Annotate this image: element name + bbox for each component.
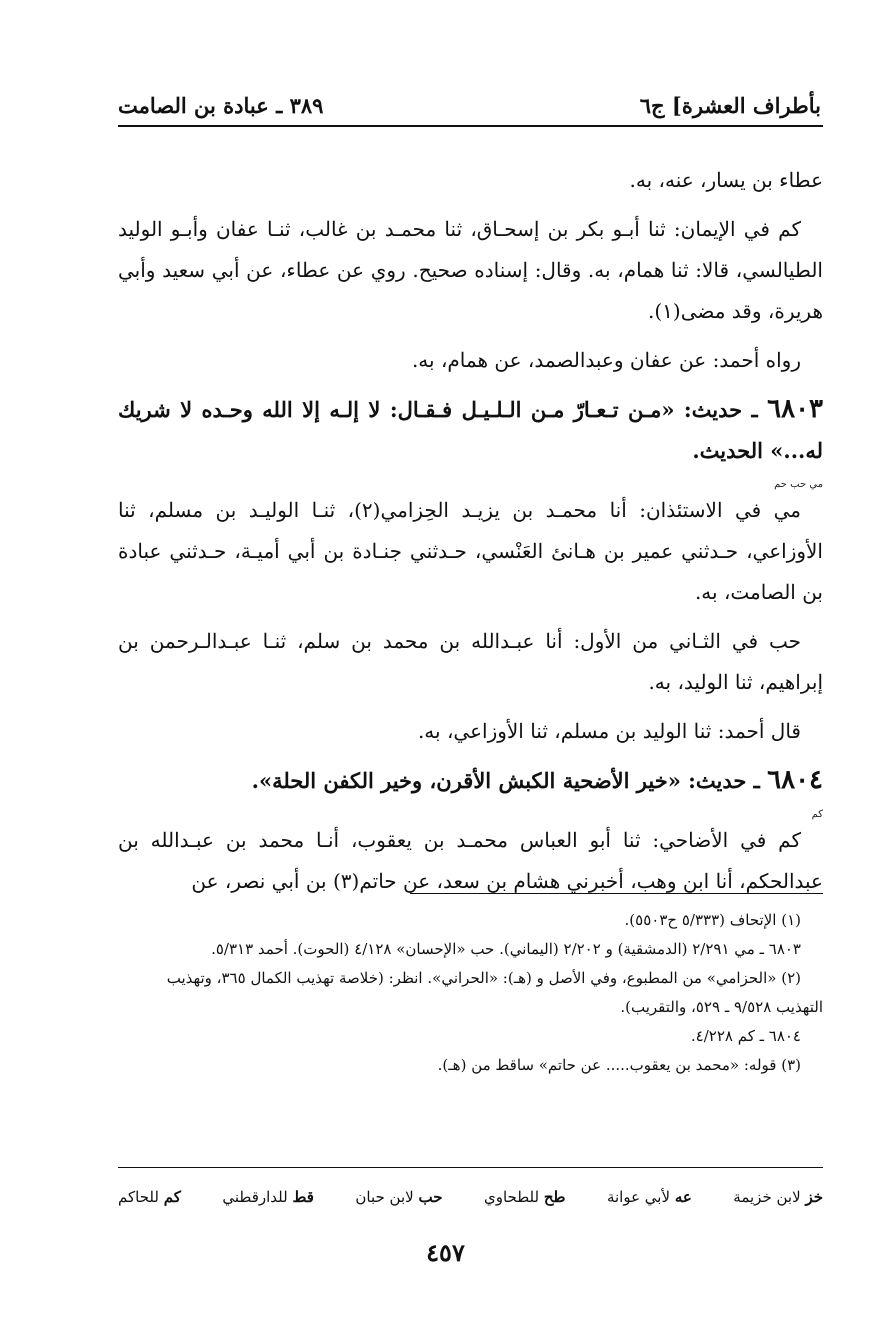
hadith-number: ٦٨٠٤ (767, 765, 823, 795)
header-rule (118, 125, 823, 127)
main-text (118, 160, 823, 910)
footnote: ٦٨٠٤ ـ كم ٤/٢٢٨. (690, 1027, 801, 1045)
paragraph: مي في الاستئذان: أنا محمـد بن يزيـد الحِزامي(٢)، ثنـا الوليـد بن مسلم، ثنا الأوزاعي، حـدثني عمير بن هـانئ العَنْسي، حـدثني جنـادة بن أبي أميـة، حـدثني عبادة بن الصامت، به. (118, 498, 823, 604)
margin-sigla: مي حب حم (774, 479, 823, 490)
paragraph: حب في الثـاني من الأول: أنا عبـدالله بن محمد بن سلم، ثنـا عبـدالـرحمن بن إبراهيم، ثنا الوليد، به. (118, 629, 823, 694)
abbreviation-item: كم للحاكم (118, 1188, 181, 1206)
hadith-number: ٦٨٠٣ (767, 394, 823, 424)
hadith-heading (118, 760, 823, 801)
header-volume-title: بأطراف العشرة] ج٦ (639, 93, 821, 118)
footnote: (٢) «الحزامي» من المطبوع، وفي الأصل و (هـ): «الحراني». انظر: (خلاصة تهذيب الكمال ٣٦٥، وتهذيب التهذيب ٩/٥٢٨ ـ ٥٢٩، والتقريب). (166, 969, 823, 1016)
margin-sigla: كم (811, 809, 823, 820)
paragraph: كم في الأضاحي: ثنا أبو العباس محمـد بن يعقوب، أنـا محمد بن عبـدالله بن عبدالحكم، أنا ابن وهب، أخبرني هشام بن سعد، عن حاتم(٣) بن أبي نصر، عن (118, 828, 823, 893)
header-chapter-title: ٣٨٩ ـ عبادة بن الصامت (118, 93, 324, 118)
abbreviation-item: خز لابن خزيمة (733, 1188, 823, 1206)
paragraph: كم في الإيمان: ثنا أبـو بكر بن إسحـاق، ثنا محمـد بن غالب، ثنـا عفان وأبـو الوليد الطيالسي، قالا: ثنا همام، به. وقال: إسناده صحيح. روي عن عطاء، عن أبي سعيد وأبي هريرة، وقد مضى(١). (118, 217, 823, 323)
abbreviation-item: طح للطحاوي (483, 1188, 566, 1206)
footnote: (٣) قوله: «محمد بن يعقوب..... عن حاتم» ساقط من (هـ). (437, 1056, 801, 1074)
abbreviation-item: عه لأبي عوانة (606, 1188, 692, 1206)
running-header (118, 74, 821, 118)
hadith-text: ـ حديث: «مـن تـعـارّ مـن الـلـيـل فـقـال: لا إلـه إلا الله وحـده لا شريك له...» الحديث. (118, 397, 823, 463)
abbreviation-item: حب لابن حبان (355, 1188, 443, 1206)
hadith-heading (118, 389, 823, 471)
paragraph: قال أحمد: ثنا الوليد بن مسلم، ثنا الأوزاعي، به. (417, 719, 801, 743)
abbreviation-key (118, 1184, 823, 1210)
footnote-rule (410, 893, 823, 894)
hadith-text: ـ حديث: «خير الأضحية الكبش الأقرن، وخير الكفن الحلة». (251, 768, 760, 793)
page-number: ٤٥٧ (426, 1238, 465, 1267)
footnote: (١) الإتحاف (٥/٣٣٣ ح٥٥٠٣). (624, 911, 801, 929)
footnotes (118, 906, 823, 1080)
abbreviation-item: قط للدارقطني (222, 1188, 314, 1206)
abbreviation-rule (118, 1167, 823, 1168)
paragraph: عطاء بن يسار، عنه، به. (629, 168, 823, 192)
paragraph: رواه أحمد: عن عفان وعبدالصمد، عن همام، به. (411, 348, 801, 372)
footnote: ٦٨٠٣ ـ مي ٢/٢٩١ (الدمشقية) و ٢/٢٠٢ (اليماني). حب «الإحسان» ٤/١٢٨ (الحوت). أحمد ٥/٣١٣. (211, 940, 801, 958)
